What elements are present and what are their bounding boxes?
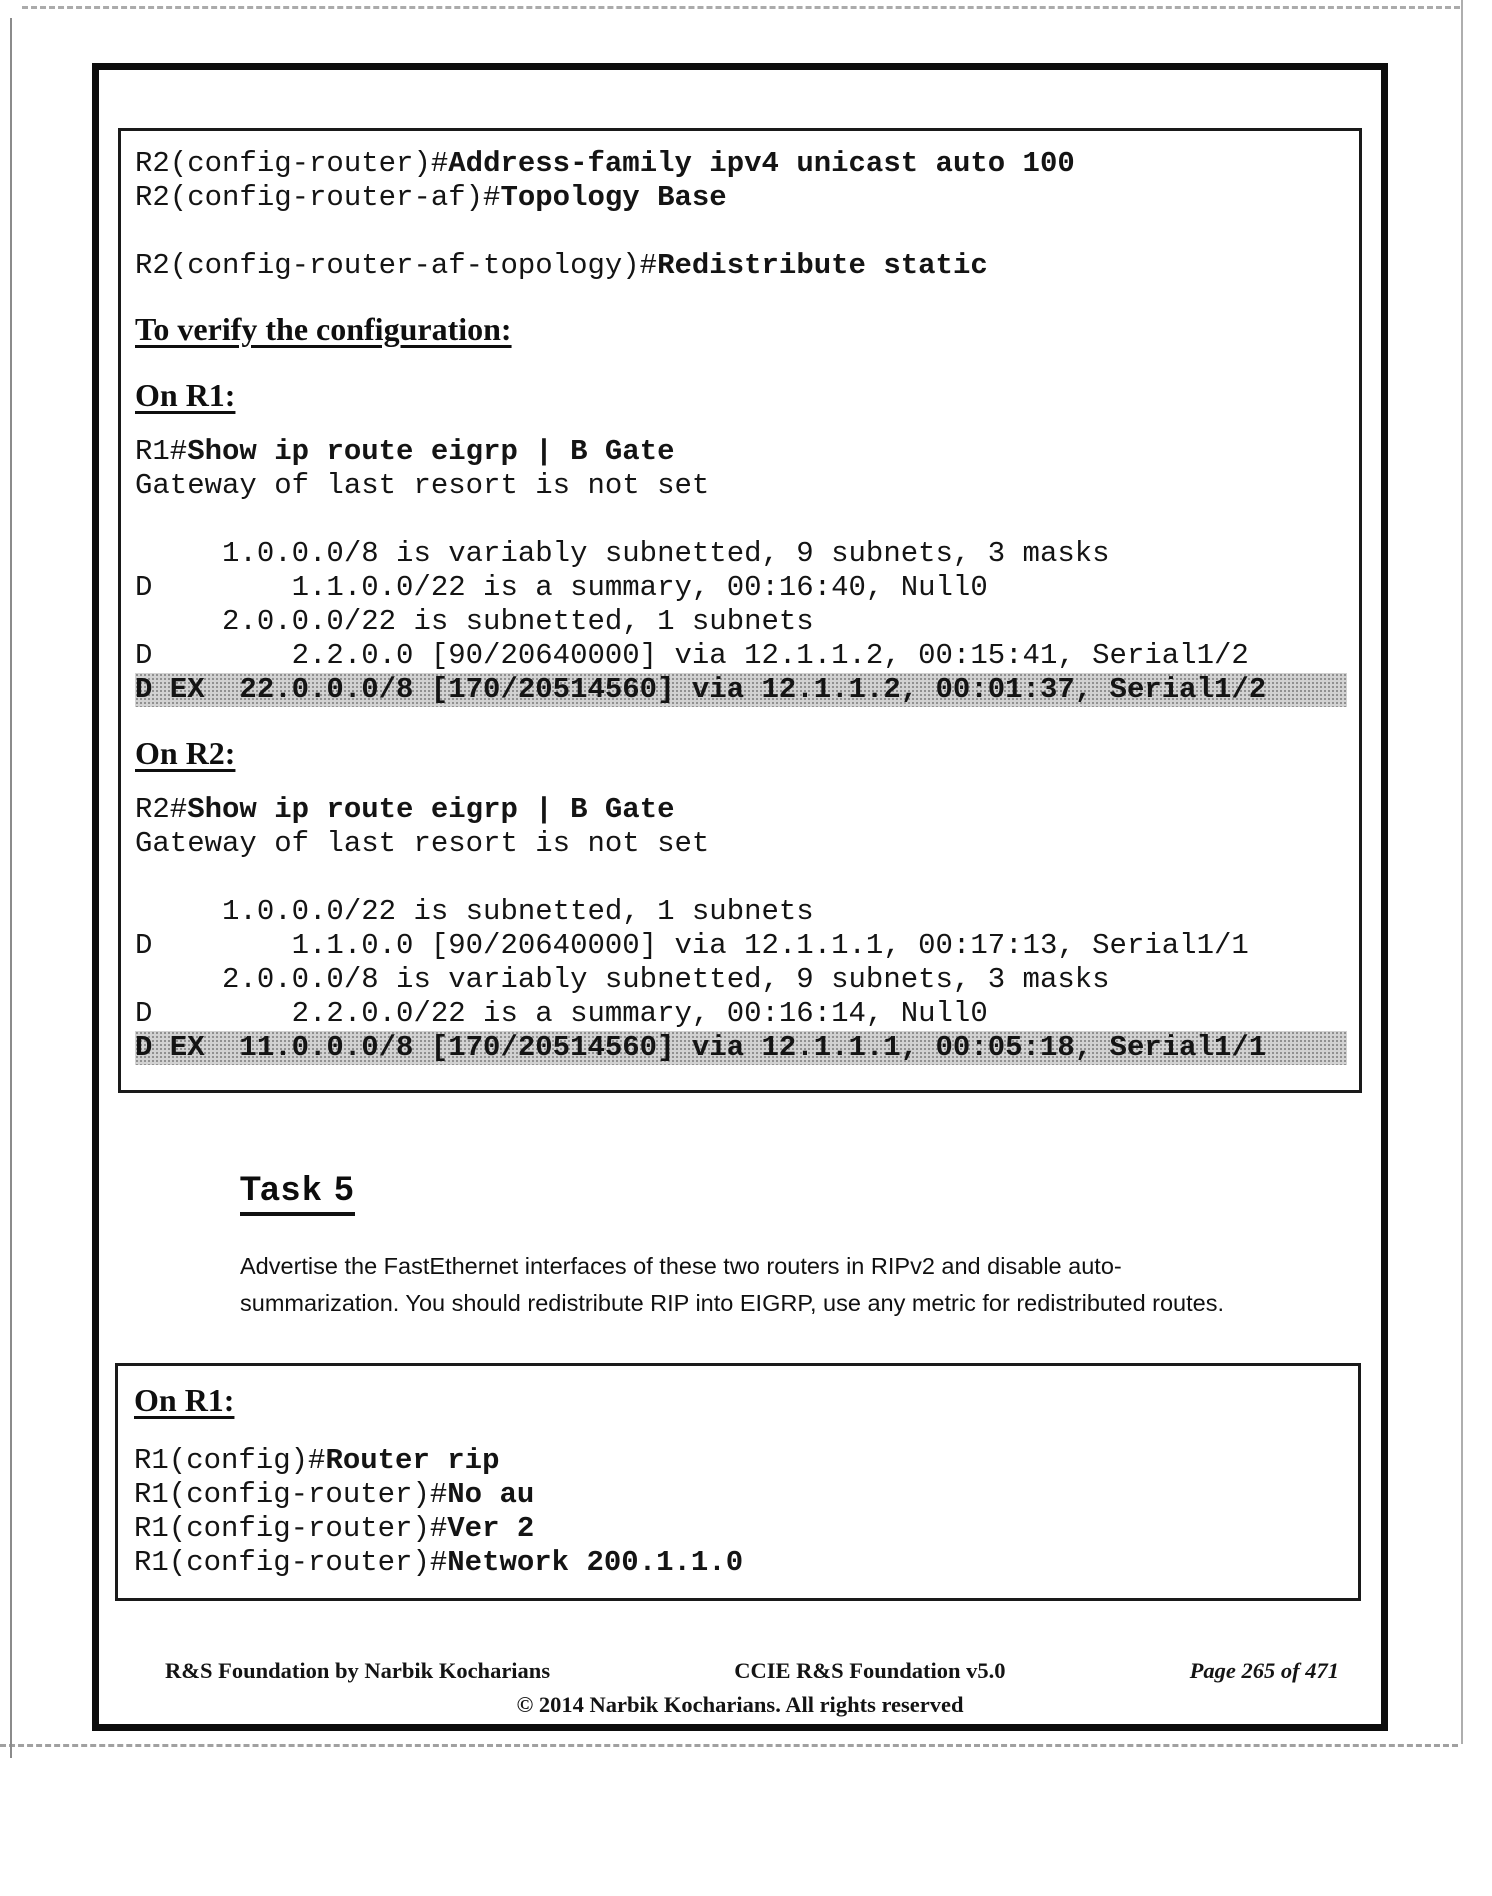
task-section: [240, 1170, 1270, 1322]
scan-artifact-top-dashed-line: [22, 6, 1460, 9]
cli-line: [135, 249, 1347, 283]
cli-line: [135, 147, 1347, 181]
footer-copyright: © 2014 Narbik Kocharians. All rights reserved: [516, 1692, 964, 1717]
cli-command: Topology Base: [500, 181, 727, 214]
route-line: 1.0.0.0/22 is subnetted, 1 subnets: [135, 895, 814, 928]
scan-artifact-right-line: [1461, 0, 1463, 1744]
highlighted-route-line: D EX 11.0.0.0/8 [170/20514560] via 12.1.1.1, 00:05:18, Serial1/1: [135, 1031, 1347, 1065]
route-line: 2.0.0.0/8 is variably subnetted, 9 subnets, 3 masks: [135, 963, 1110, 996]
on-r2-heading: On R2:: [135, 735, 236, 771]
route-line: 2.0.0.0/22 is subnetted, 1 subnets: [135, 605, 814, 638]
cli-prompt: R1#: [135, 435, 188, 468]
cli-line: [135, 793, 1347, 827]
route-line: 1.0.0.0/8 is variably subnetted, 9 subnets, 3 masks: [135, 537, 1110, 570]
scan-artifact-bottom-dashed-line: [0, 1744, 1458, 1747]
task-description: Advertise the FastEthernet interfaces of these two routers in RIPv2 and disable auto-summarization. You should redistribute RIP into EIGRP, use any metric for redistributed routes.: [240, 1253, 1225, 1316]
cli-command: Show ip route eigrp | B Gate: [187, 435, 675, 468]
on-r1-heading: On R1:: [135, 377, 236, 413]
cli-prompt: R2(config-router-af-topology)#: [135, 249, 658, 282]
cli-prompt: R1(config-router)#: [134, 1546, 448, 1579]
footer-title: CCIE R&S Foundation v5.0: [734, 1658, 1006, 1683]
blank-line: [135, 861, 1347, 895]
scan-artifact-left-line: [10, 18, 12, 1758]
blank-line: [135, 503, 1347, 537]
route-line: D 1.1.0.0 [90/20640000] via 12.1.1.1, 00:17:13, Serial1/1: [135, 929, 1249, 962]
blank-line: [135, 215, 1347, 249]
footer-page-number: Page 265 of 471: [1189, 1658, 1339, 1683]
cli-prompt: R1(config)#: [134, 1444, 326, 1477]
cli-command: Redistribute static: [657, 249, 988, 282]
highlighted-route-line: D EX 22.0.0.0/8 [170/20514560] via 12.1.1.2, 00:01:37, Serial1/2: [135, 673, 1347, 707]
cli-config-box-bottom: [115, 1363, 1361, 1601]
verify-heading: To verify the configuration:: [135, 311, 512, 347]
cli-line: [135, 181, 1347, 215]
cli-command: Network 200.1.1.0: [447, 1546, 744, 1579]
cli-line: [134, 1444, 1346, 1478]
cli-command: Show ip route eigrp | B Gate: [187, 793, 675, 826]
cli-line: [134, 1512, 1346, 1546]
page-footer: [99, 1658, 1381, 1718]
cli-output-box-top: [118, 128, 1362, 1093]
task-heading: Task 5: [240, 1170, 355, 1216]
cli-prompt: R2(config-router)#: [135, 147, 449, 180]
cli-output-line: Gateway of last resort is not set: [135, 827, 710, 860]
on-r1-heading: On R1:: [134, 1382, 235, 1418]
cli-command: No au: [447, 1478, 535, 1511]
route-line: D 1.1.0.0/22 is a summary, 00:16:40, Null0: [135, 571, 988, 604]
cli-command: Address-family ipv4 unicast auto 100: [448, 147, 1075, 180]
page-frame: [92, 63, 1388, 1731]
cli-line: [135, 435, 1347, 469]
route-line: D 2.2.0.0 [90/20640000] via 12.1.1.2, 00:15:41, Serial1/2: [135, 639, 1249, 672]
cli-prompt: R1(config-router)#: [134, 1512, 448, 1545]
cli-line: [134, 1546, 1346, 1580]
footer-author: R&S Foundation by Narbik Kocharians: [165, 1658, 551, 1683]
cli-command: Router rip: [325, 1444, 500, 1477]
route-line: D 2.2.0.0/22 is a summary, 00:16:14, Null0: [135, 997, 988, 1030]
cli-prompt: R2#: [135, 793, 188, 826]
cli-prompt: R1(config-router)#: [134, 1478, 448, 1511]
cli-line: [134, 1478, 1346, 1512]
cli-output-line: Gateway of last resort is not set: [135, 469, 710, 502]
cli-command: Ver 2: [447, 1512, 535, 1545]
cli-prompt: R2(config-router-af)#: [135, 181, 501, 214]
